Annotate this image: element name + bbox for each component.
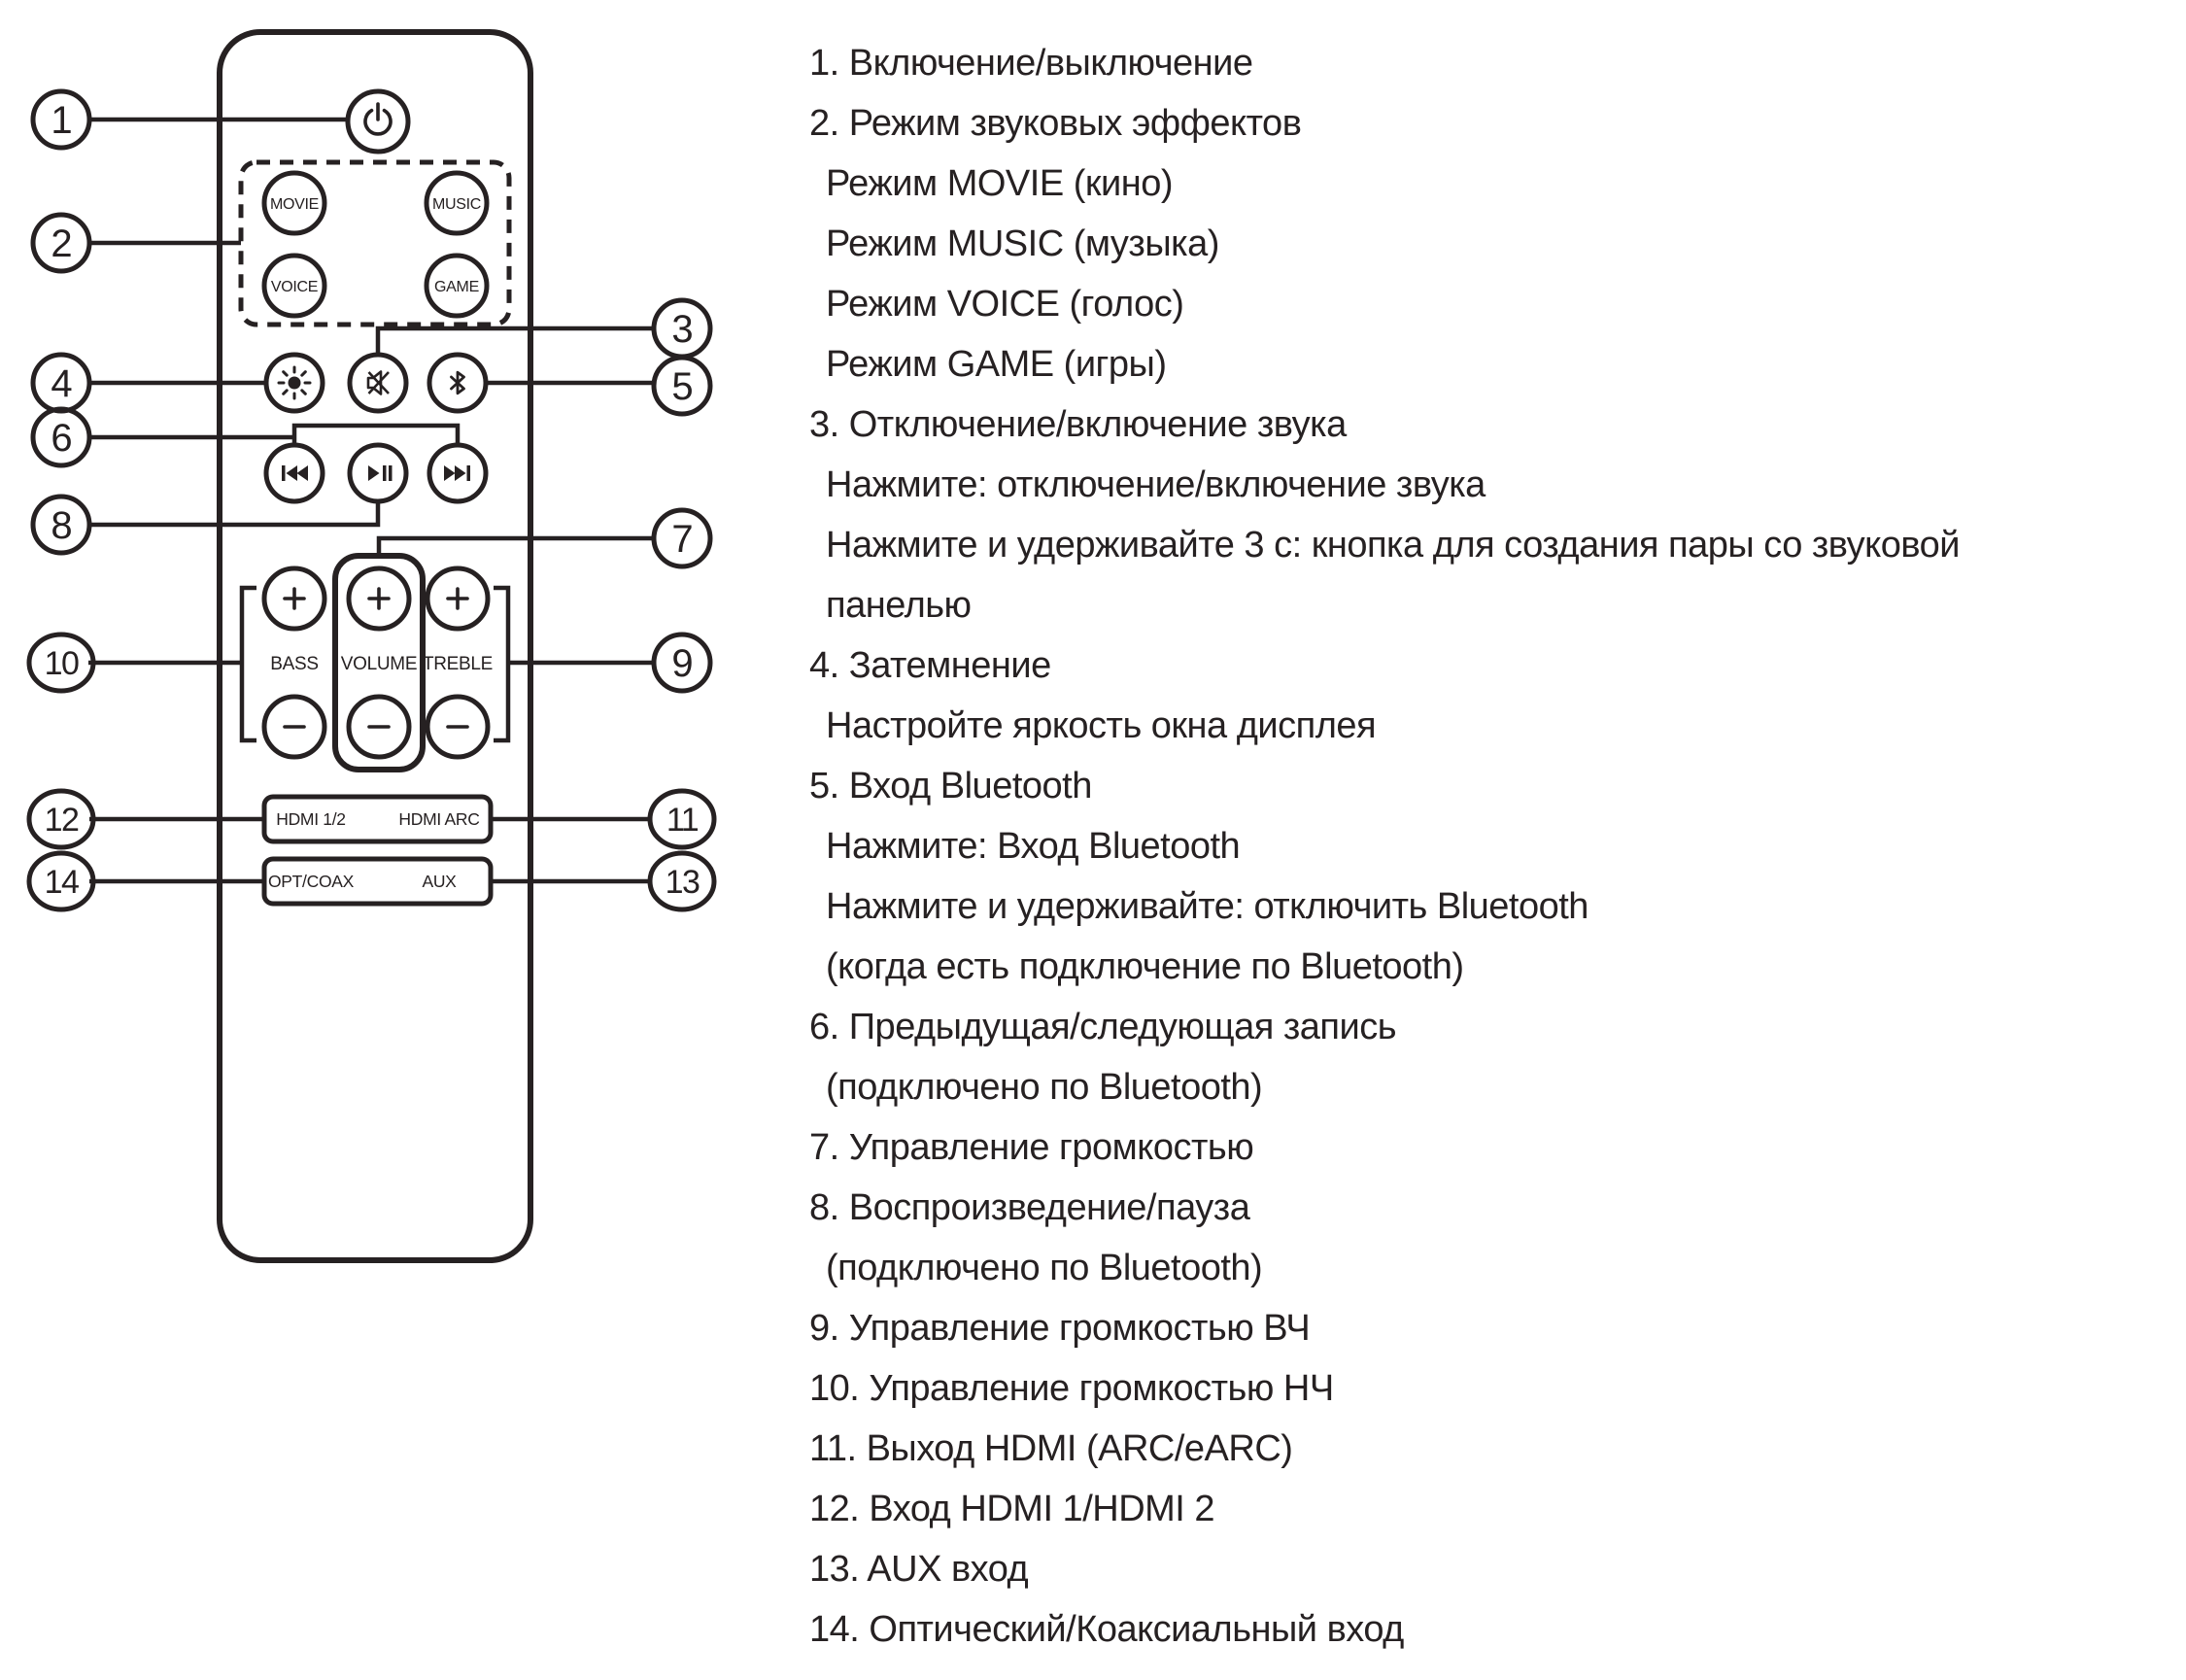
sound-modes-group-outline xyxy=(241,162,509,325)
bass-group-bracket xyxy=(242,588,256,740)
legend-line: Нажмите: отключение/включение звука xyxy=(826,464,1486,505)
callout-13 xyxy=(650,853,714,909)
callout-2 xyxy=(33,215,89,271)
callout-11 xyxy=(650,791,714,847)
volume-minus-button xyxy=(349,697,409,757)
callout-number: 13 xyxy=(665,864,700,901)
legend-line: 3. Отключение/включение звука xyxy=(809,404,1347,445)
treble-minus-button xyxy=(427,697,488,757)
legend-line: 8. Воспроизведение/пауза xyxy=(809,1187,1250,1228)
callout-number: 12 xyxy=(44,802,79,839)
remote-diagram xyxy=(0,0,797,1680)
bass-label: BASS xyxy=(270,654,319,674)
callout-10 xyxy=(29,634,93,691)
callout-number: 8 xyxy=(51,504,72,547)
legend-line: 11. Выход HDMI (ARC/eARC) xyxy=(809,1428,1293,1469)
legend-line: 7. Управление громкостью xyxy=(809,1127,1254,1168)
next-track-button xyxy=(429,445,486,501)
previous-track-icon xyxy=(282,465,308,481)
legend-line: Нажмите и удерживайте 3 с: кнопка для создания пары со звуковой xyxy=(826,525,1960,566)
callout-number: 11 xyxy=(666,802,699,839)
callout-number: 2 xyxy=(51,223,72,265)
aux-button-label: AUX xyxy=(422,872,457,891)
legend-line: Режим VOICE (голос) xyxy=(826,284,1184,325)
callout-3 xyxy=(654,300,710,357)
opt-aux-input-bar xyxy=(264,859,491,904)
legend-line: (подключено по Bluetooth) xyxy=(826,1248,1263,1288)
bass-minus-button xyxy=(264,697,324,757)
legend-line: 5. Вход Bluetooth xyxy=(809,766,1092,806)
callout-6 xyxy=(33,409,89,465)
power-icon xyxy=(365,104,391,134)
legend-line: 2. Режим звуковых эффектов xyxy=(809,103,1302,144)
callout-5 xyxy=(654,358,710,414)
hdmi-arc-button-label: HDMI ARC xyxy=(398,809,480,829)
legend-line: Режим MUSIC (музыка) xyxy=(826,223,1219,264)
bluetooth-icon xyxy=(452,372,464,394)
plus-icon xyxy=(285,589,304,608)
legend-line: Режим GAME (игры) xyxy=(826,344,1167,385)
volume-label: VOLUME xyxy=(340,654,418,674)
legend-line: 13. AUX вход xyxy=(809,1549,1029,1590)
legend-line: 14. Оптический/Коаксиальный вход xyxy=(809,1609,1404,1650)
callout-number: 14 xyxy=(44,864,79,901)
legend-line: Нажмите: Вход Bluetooth xyxy=(826,826,1241,867)
callout-number: 10 xyxy=(44,645,79,682)
callout-number: 4 xyxy=(51,362,72,405)
callout-8 xyxy=(33,497,89,553)
callout-number: 9 xyxy=(671,642,693,685)
legend-line: (подключено по Bluetooth) xyxy=(826,1067,1263,1108)
hdmi12-button-label: HDMI 1/2 xyxy=(276,809,346,829)
volume-plus-button xyxy=(349,568,409,629)
bluetooth-button xyxy=(429,355,486,411)
movie-button xyxy=(264,173,324,233)
legend-line: 12. Вход HDMI 1/HDMI 2 xyxy=(809,1489,1215,1529)
callout-1 xyxy=(33,91,89,148)
callout-number: 6 xyxy=(51,417,72,460)
game-button-label: GAME xyxy=(434,279,479,295)
legend-line: 9. Управление громкостью ВЧ xyxy=(809,1308,1311,1349)
callout-9 xyxy=(654,634,710,691)
legend-line: Нажмите и удерживайте: отключить Bluetooth xyxy=(826,886,1588,927)
callout-number: 5 xyxy=(671,365,693,408)
opt-coax-button-label: OPT/COAX xyxy=(267,872,355,891)
legend-line: панелью xyxy=(826,585,972,626)
plus-icon xyxy=(448,589,467,608)
legend-line: 6. Предыдущая/следующая запись xyxy=(809,1007,1397,1047)
callout-number: 7 xyxy=(671,518,693,561)
music-button xyxy=(427,173,487,233)
brightness-icon xyxy=(279,367,310,398)
legend xyxy=(809,33,2179,1660)
media-group-bracket xyxy=(294,426,458,445)
voice-button xyxy=(264,256,324,316)
callout-4 xyxy=(33,355,89,411)
plus-icon xyxy=(369,589,389,608)
legend-line: Настройте яркость окна дисплея xyxy=(826,705,1377,746)
legend-line: 1. Включение/выключение xyxy=(809,43,1253,84)
dimmer-button xyxy=(266,355,323,411)
play-pause-button xyxy=(350,445,406,501)
legend-line: Режим MOVIE (кино) xyxy=(826,163,1174,204)
bass-plus-button xyxy=(264,568,324,629)
next-track-icon xyxy=(444,465,470,481)
legend-line: (когда есть подключение по Bluetooth) xyxy=(826,946,1464,987)
mute-speaker-icon xyxy=(368,372,389,394)
callout-number: 1 xyxy=(51,99,72,142)
treble-plus-button xyxy=(427,568,488,629)
treble-group-bracket xyxy=(494,588,508,740)
legend-line: 10. Управление громкостью НЧ xyxy=(809,1368,1334,1409)
callout-number: 3 xyxy=(671,308,693,351)
treble-label: TREBLE xyxy=(422,654,494,674)
callout-14 xyxy=(29,853,93,909)
power-button xyxy=(348,91,408,152)
legend-line: 4. Затемнение xyxy=(809,645,1051,686)
music-button-label: MUSIC xyxy=(431,196,482,213)
callout-7 xyxy=(654,510,710,566)
previous-track-button xyxy=(266,445,323,501)
callout-12 xyxy=(29,791,93,847)
mute-button xyxy=(350,355,406,411)
game-button xyxy=(427,256,487,316)
hdmi-input-bar xyxy=(264,797,491,841)
movie-button-label: MOVIE xyxy=(269,196,320,213)
voice-button-label: VOICE xyxy=(270,279,319,295)
play-pause-icon xyxy=(368,465,393,481)
